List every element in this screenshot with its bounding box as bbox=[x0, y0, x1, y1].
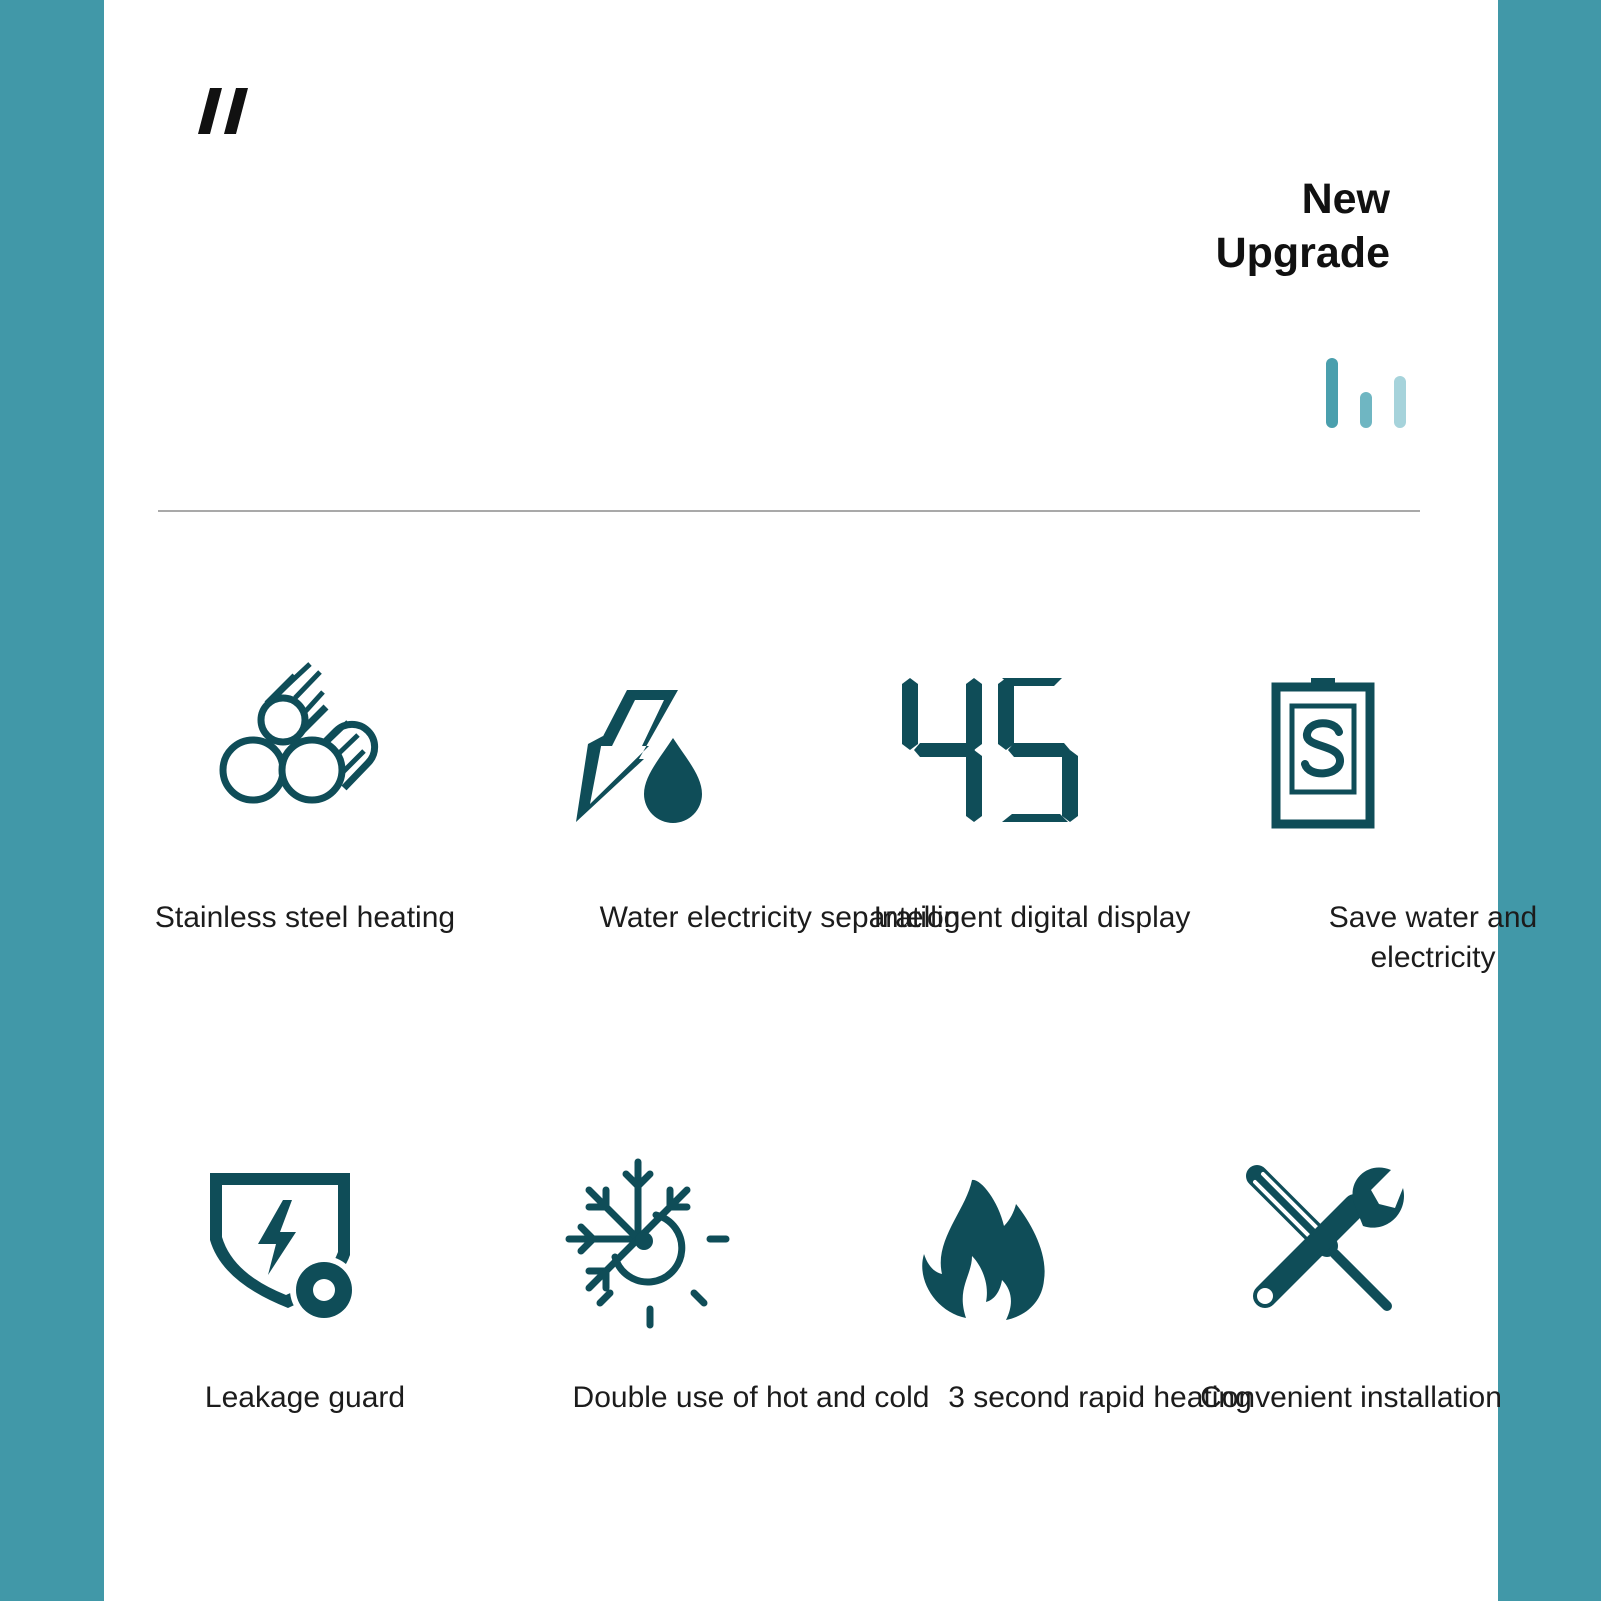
feature-label: 3 second rapid heating bbox=[948, 1381, 1252, 1414]
snowflake-sun-icon bbox=[554, 1155, 734, 1335]
feature-label: Leakage guard bbox=[204, 1381, 406, 1414]
feature-label: Water electricity separation bbox=[599, 901, 961, 934]
digital-display-icon bbox=[900, 675, 1080, 825]
signal-bars-icon bbox=[1322, 354, 1408, 435]
headline-line-2: Upgrade bbox=[1215, 229, 1390, 277]
quote-mark-icon bbox=[194, 86, 250, 141]
tools-icon bbox=[1236, 1155, 1406, 1325]
feature-label: Convenient installation bbox=[1200, 1381, 1502, 1414]
feature-label: Stainless steel heating bbox=[154, 901, 456, 934]
feature-label: Double use of hot and cold bbox=[572, 1381, 930, 1414]
steel-pipes-icon bbox=[215, 665, 385, 835]
divider bbox=[158, 510, 1420, 512]
feature-card bbox=[104, 0, 1538, 1601]
headline bbox=[1216, 172, 1390, 280]
headline-line-1: New bbox=[1301, 175, 1390, 223]
flame-icon bbox=[906, 1150, 1066, 1330]
battery-saving-icon bbox=[1263, 665, 1383, 835]
feature-label: Save water and electricity bbox=[1328, 901, 1538, 974]
lightning-water-drop-icon bbox=[564, 670, 724, 830]
leakage-shield-icon bbox=[195, 1155, 365, 1325]
feature-label: Intelligent digital display bbox=[873, 901, 1191, 934]
